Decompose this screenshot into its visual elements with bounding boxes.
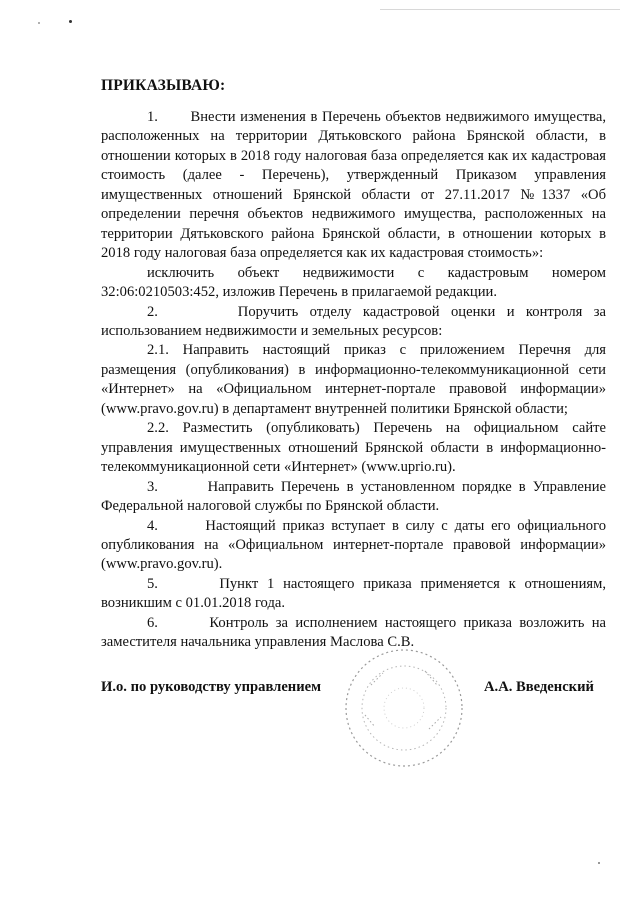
paragraph-3: 3. Направить Перечень в установленном порядке в Управление Федеральной налоговой службы по Брянской области. <box>101 478 606 515</box>
paragraph-2-1: 2.1. Направить настоящий приказ с приложением Перечня для размещения (опубликования) в информационно-телекоммуникационной сети «Интернет» на «Официальном интернет-портале правовой информации» (www.pravo.gov.ru) в департамент внутренней политики Брянской области; <box>101 342 606 417</box>
paragraph-1-exclude: исключить объект недвижимости с кадастровым номером 32:06:0210503:452, изложив Перечень в прилагаемой редакции. <box>101 264 606 301</box>
scan-dot <box>598 862 600 864</box>
signatory-position: И.о. по руководству управлением <box>101 679 322 695</box>
signatory-name: А.А. Введенский <box>484 679 594 695</box>
seal-stamp-icon <box>341 645 467 771</box>
paragraph-1: 1. Внести изменения в Перечень объектов недвижимого имущества, расположенных на территории Дятьковского района Брянской области, в отношении которых в 2018 году налоговая база определяется как их кадастровая стоимость (далее - Перечень), утвержденный Приказом управления имущественных отношений Брянской области от 27.11.2017 №1337 «Об определении перечня объектов недвижимого имущества, расположенных на территории Дятьковского района Брянской области, в отношении которых в 2018 году налоговая база определяется как их кадастровая стоимость»: <box>101 109 606 262</box>
paragraph-5: 5. Пункт 1 настоящего приказа применяется к отношениям, возникшим с 01.01.2018 года. <box>101 575 606 612</box>
scan-dot <box>38 22 40 24</box>
scan-edge-line <box>380 9 620 10</box>
scan-dot <box>69 20 72 23</box>
order-body <box>101 108 606 653</box>
paragraph-2-2: 2.2. Разместить (опубликовать) Перечень на официальном сайте управления имущественных отношений Брянской области в информационно-телекоммуникационной сети «Интернет» (www.uprio.ru). <box>101 420 606 476</box>
paragraph-2: 2. Поручить отделу кадастровой оценки и контроля за использованием недвижимости и земельных ресурсов: <box>101 303 606 339</box>
paragraph-6: 6. Контроль за исполнением настоящего приказа возложить на заместителя начальника управления Маслова С.В. <box>101 614 606 651</box>
order-heading: ПРИКАЗЫВАЮ: <box>101 77 226 94</box>
paragraph-4: 4. Настоящий приказ вступает в силу с даты его официального опубликования на «Официальном интернет-портале правовой информации» (www.pravo.gov.ru). <box>101 517 606 573</box>
